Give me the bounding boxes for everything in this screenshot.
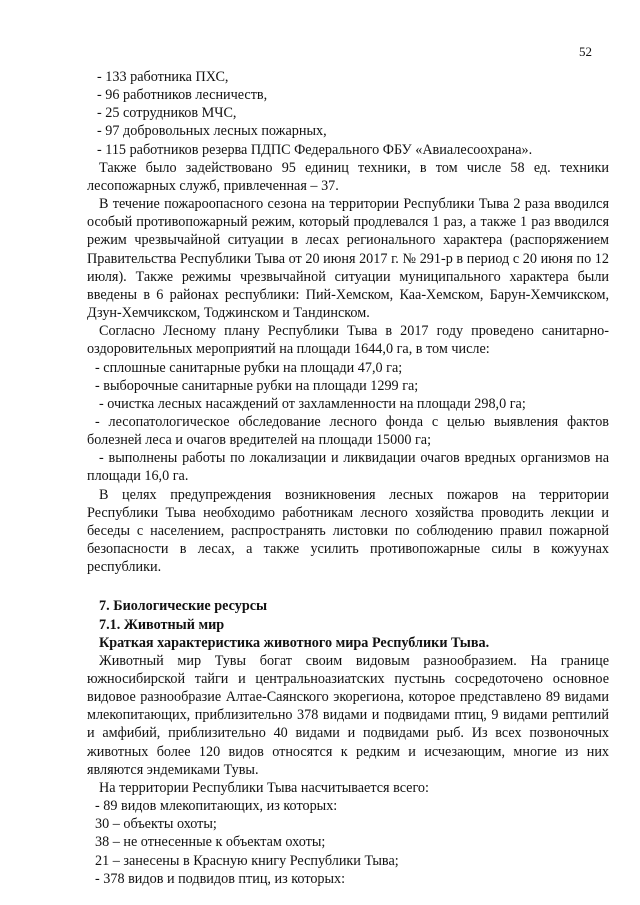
list-item: - 25 сотрудников МЧС, bbox=[97, 105, 237, 122]
list-item: - выборочные санитарные рубки на площади 1299 га; bbox=[95, 377, 419, 394]
list-item: 21 – занесены в Красную книгу Республики Тыва; bbox=[95, 852, 399, 869]
list-item: - 133 работника ПХС, bbox=[97, 69, 229, 85]
section-gap bbox=[87, 576, 609, 597]
list-item: - 378 видов и подвидов птиц, из которых: bbox=[95, 870, 346, 887]
paragraph-prevention: В целях предупреждения возникновения лесных пожаров на территории Республики Тыва необходимо работникам лесного хозяйства проводить лекции и беседы с населением, распространять листовки по соблюдению правил пожарной безопасности в лесах, а также усилить противопожарные силы в кожуунах республики. bbox=[87, 486, 609, 576]
page-number: 52 bbox=[579, 44, 592, 59]
list-item: - 115 работников резерва ПДПС Федерального ФБУ «Авиалесоохрана». bbox=[97, 141, 533, 158]
page-content bbox=[87, 68, 609, 888]
paragraph-forest-plan: Согласно Лесному плану Республики Тыва в 2017 году проведено санитарно-оздоровительных мероприятий на площади 1644,0 га, в том числе: bbox=[87, 323, 609, 358]
list-item: - 97 добровольных лесных пожарных, bbox=[97, 123, 327, 140]
paragraph-fauna: Животный мир Тувы богат своим видовым разнообразием. На границе южносибирской тайги и центральноазиатских пустынь сосредоточено основное видовое разнообразие Алтае-Саянского экорегиона, которое представлено 89 видами млекопитающих, приблизительно 378 видами и подвидами птиц, 9 видами рептилий и амфибий, приблизительно 40 видами и подвидами рыб. Из всех позвоночных животных более 120 видов относятся к редким и исчезающим, многие из них являются эндемиками Тувы. bbox=[87, 652, 609, 778]
paragraph-total: На территории Республики Тыва насчитывается всего: bbox=[99, 779, 429, 796]
list-item: - 96 работников лесничеств, bbox=[97, 87, 268, 104]
list-item: - лесопатологическое обследование лесного фонда с целью выявления фактов болезней леса и очагов вредителей на площади 15000 га; bbox=[87, 413, 609, 449]
section-heading: 7. Биологические ресурсы bbox=[99, 598, 268, 615]
paragraph-fire-regime: В течение пожароопасного сезона на территории Республики Тыва 2 раза вводился особый противопожарный режим, который продлевался 1 раз, а также 1 раз вводился режим чрезвычайной ситуации в лесах регионального характера (распоряжением Правительства Республики Тыва от 20 июня 2017 г. № 291-р в период с 20 июня по 12 июля). Также режимы чрезвычайной ситуации муниципального характера были введены в 6 районах республики: Пий-Хемском, Каа-Хемском, Барун-Хемчикском, Дзун-Хемчикском, Тоджинском и Тандинском. bbox=[87, 196, 609, 322]
list-item: - выполнены работы по локализации и ликвидации очагов вредных организмов на площади 16,0 га. bbox=[87, 450, 609, 485]
subsection-heading: 7.1. Животный мир bbox=[99, 616, 225, 633]
paragraph-technique: Также было задействовано 95 единиц техники, в том числе 58 ед. техники лесопожарных служб, привлеченная – 37. bbox=[87, 159, 609, 194]
list-item: 30 – объекты охоты; bbox=[95, 816, 217, 833]
list-item: - 89 видов млекопитающих, из которых: bbox=[95, 798, 338, 815]
list-item: - сплошные санитарные рубки на площади 47,0 га; bbox=[95, 359, 403, 376]
brief-heading: Краткая характеристика животного мира Республики Тыва. bbox=[99, 634, 490, 651]
list-item: 38 – не отнесенные к объектам охоты; bbox=[95, 834, 326, 851]
list-item: - очистка лесных насаждений от захламленности на площади 298,0 га; bbox=[99, 395, 526, 412]
